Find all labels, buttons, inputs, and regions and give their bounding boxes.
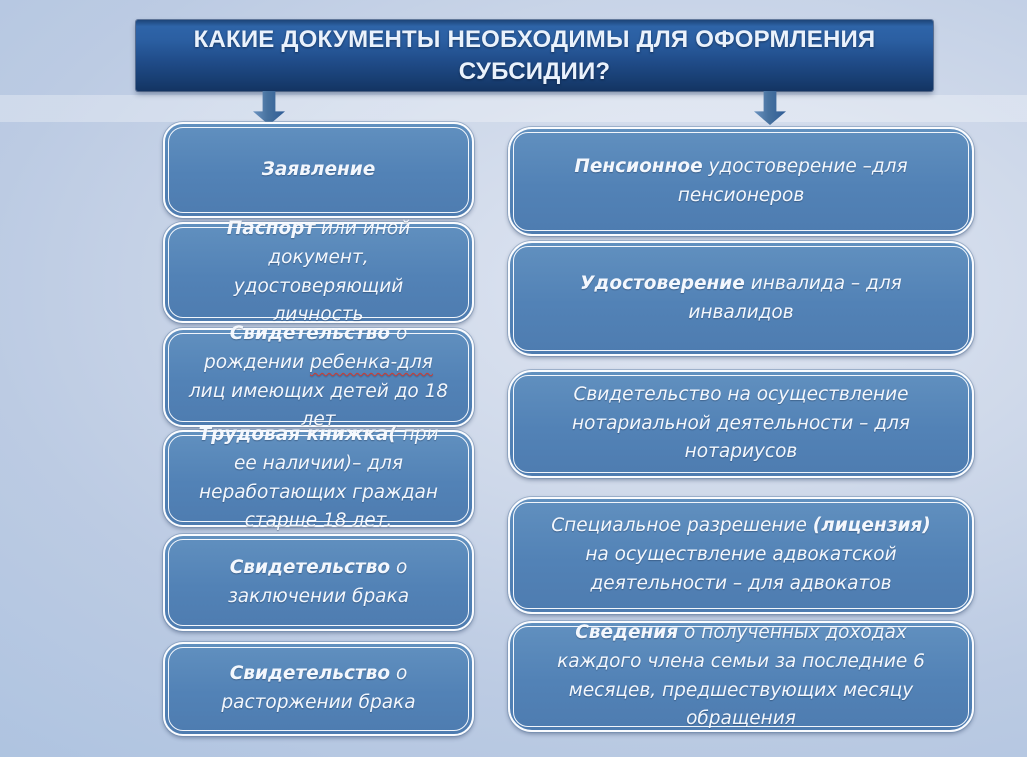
doc-box-text: Свидетельство о рождении ребенка-для лиц имеющих детей до 18 лет (188, 323, 449, 431)
doc-box-marriage-certificate (163, 534, 474, 631)
doc-box-text: Свидетельство о расторжении брака (221, 663, 416, 713)
doc-box-text: Свидетельство о заключении брака (227, 556, 410, 607)
doc-box-text: Специальное разрешение (лицензия) на осуществление адвокатской деятельности – для адвокатов (551, 515, 931, 594)
doc-box-text: Паспорт или иной документ, удостоверяющий личность (226, 218, 411, 326)
doc-box-text: Заявление (261, 158, 376, 180)
doc-box-pension-certificate (508, 127, 974, 236)
doc-box-text: Свидетельство на осуществление нотариальной деятельности – для нотариусов (571, 383, 910, 463)
doc-box-disability-certificate (508, 241, 974, 356)
doc-box-notary-certificate (508, 370, 974, 478)
title-line-1: КАКИЕ ДОКУМЕНТЫ НЕОБХОДИМЫ ДЛЯ ОФОРМЛЕНИЯ (193, 25, 876, 53)
down-arrow-icon (754, 91, 786, 125)
title-banner (136, 20, 933, 91)
title-line-2: СУБСИДИИ? (458, 57, 611, 85)
doc-box-text: Сведения о полученных доходах каждого члена семьи за последние 6 месяцев, предшествующих месяцу обращения (557, 622, 925, 730)
doc-box-text: Пенсионное удостоверение –для пенсионеров (574, 155, 908, 206)
doc-box-application (163, 122, 474, 218)
doc-box-text: Удостоверение инвалида – для инвалидов (580, 272, 902, 323)
down-arrow-icon (253, 91, 285, 125)
doc-box-divorce-certificate (163, 642, 474, 736)
doc-box-work-record (163, 424, 474, 532)
doc-box-passport (163, 218, 474, 326)
doc-box-birth-certificate (163, 323, 474, 431)
doc-box-text: Трудовая книжка( при ее наличии)– для неработающих граждан старше 18 лет. (198, 424, 439, 532)
doc-box-lawyer-license (508, 497, 974, 614)
doc-box-income-information (508, 621, 974, 732)
